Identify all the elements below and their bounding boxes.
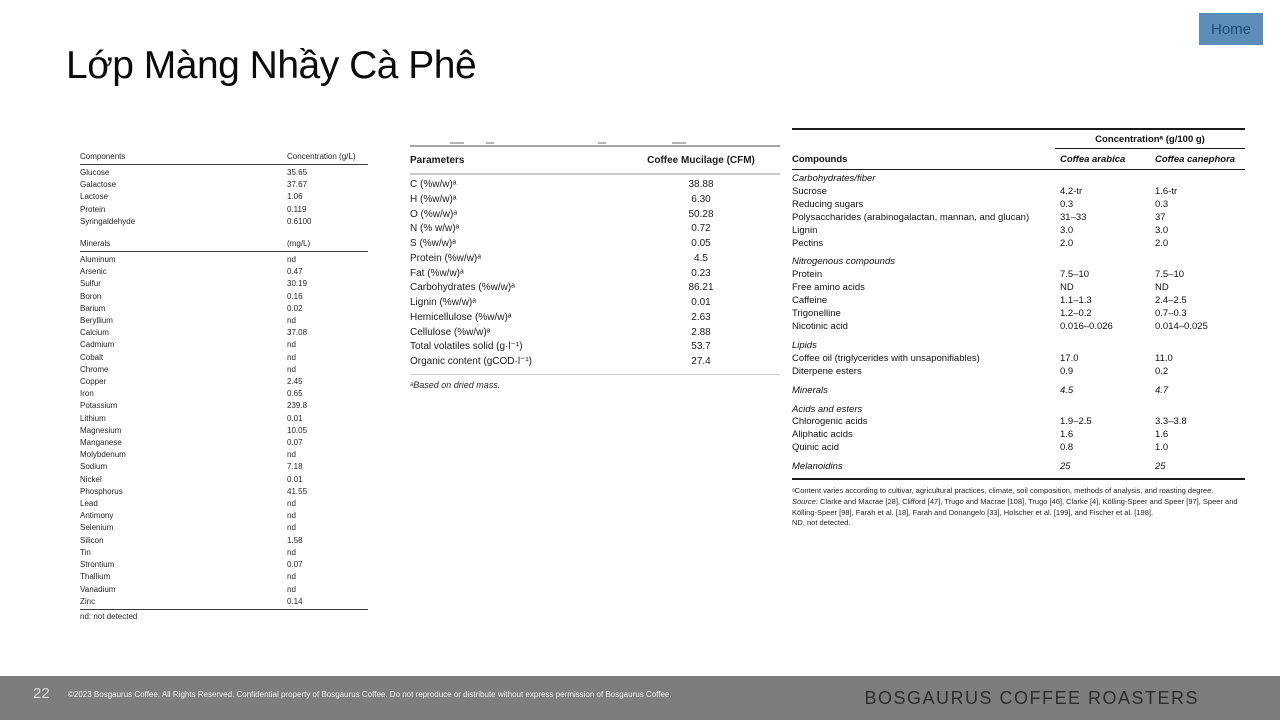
parameter-value: 0.01 bbox=[691, 297, 711, 308]
table-row bbox=[792, 340, 1245, 353]
column-header-compounds: Compounds bbox=[792, 154, 848, 165]
table-row bbox=[80, 584, 368, 596]
mineral-name: Antimony bbox=[80, 511, 114, 521]
table-row bbox=[80, 315, 368, 327]
mineral-name: Chrome bbox=[80, 364, 109, 374]
copyright-text: ©2023 Bosgaurus Coffee. All Rights Reserved. Confidential property of Bosgaurus Coffee. Do not reproduce or distribute without express permission of Bosgaurus Coffee. bbox=[68, 690, 672, 699]
table-row bbox=[80, 303, 368, 315]
components-rows bbox=[80, 167, 368, 228]
compound-name: Acids and esters bbox=[792, 403, 863, 415]
page-number: 22 bbox=[33, 685, 50, 702]
table-row bbox=[80, 425, 368, 437]
parameter-value: 2.88 bbox=[691, 326, 711, 338]
mineral-name: Zinc bbox=[80, 596, 96, 606]
table-row bbox=[792, 366, 1245, 379]
table-row bbox=[410, 178, 780, 193]
green-bean-composition-table bbox=[792, 128, 1245, 529]
compound-name: Minerals bbox=[792, 384, 828, 396]
canephora-value: 25 bbox=[1155, 461, 1166, 473]
table-row bbox=[792, 321, 1245, 334]
table-row bbox=[792, 385, 1245, 398]
mineral-value: 37.08 bbox=[287, 328, 308, 338]
mineral-value: 0.16 bbox=[287, 291, 303, 301]
table-row bbox=[80, 400, 368, 412]
canephora-value bbox=[1155, 173, 1245, 186]
table-row bbox=[80, 204, 368, 216]
component-value: 1.06 bbox=[287, 192, 303, 202]
table-row bbox=[80, 461, 368, 473]
footnote-nd: ND, not detected. bbox=[792, 518, 851, 528]
compound-name: Chlorogenic acids bbox=[792, 416, 868, 428]
column-header-cfm: Coffee Mucilage (CFM) bbox=[647, 155, 755, 166]
table-row bbox=[792, 461, 1245, 474]
parameter-name: Total volatiles solid (g·l⁻¹) bbox=[410, 341, 523, 353]
table-row bbox=[80, 376, 368, 388]
component-value: 0.119 bbox=[287, 204, 307, 214]
compound-name: Quinic acid bbox=[792, 442, 839, 454]
footer-bar bbox=[0, 676, 1280, 720]
mineral-name: Potassium bbox=[80, 401, 118, 411]
component-name: Lactose bbox=[80, 192, 109, 202]
table-row bbox=[80, 522, 368, 534]
table-row bbox=[792, 186, 1245, 199]
table-row bbox=[792, 442, 1245, 455]
table-row bbox=[410, 311, 780, 326]
table-row bbox=[410, 252, 780, 267]
table-row bbox=[410, 355, 780, 370]
source-label: Source: bbox=[792, 496, 818, 506]
parameter-name: C (%w/w)ᵃ bbox=[410, 179, 457, 190]
table-row bbox=[80, 474, 368, 486]
arabica-value: 0.8 bbox=[1060, 442, 1074, 454]
canephora-value: ND bbox=[1155, 282, 1169, 294]
parameter-name: Cellulose (%w/w)ᵃ bbox=[410, 326, 491, 338]
minerals-rows bbox=[80, 254, 368, 610]
canephora-value: 37 bbox=[1155, 211, 1166, 223]
mineral-name: Lead bbox=[80, 499, 98, 509]
column-header-concentration: Concentration (g/L) bbox=[287, 152, 356, 161]
mineral-name: Silicon bbox=[80, 535, 104, 545]
mineral-name: Selenium bbox=[80, 523, 114, 533]
column-header-parameters: Parameters bbox=[410, 155, 465, 166]
mineral-value: nd bbox=[287, 450, 296, 460]
mineral-value: nd bbox=[287, 364, 296, 374]
mineral-name: Calcium bbox=[80, 328, 109, 338]
parameter-name: Fat (%w/w)ᵃ bbox=[410, 267, 464, 279]
component-name: Glucose bbox=[80, 168, 110, 177]
arabica-value: 4.2-tr bbox=[1060, 185, 1083, 197]
arabica-value: 0.9 bbox=[1060, 365, 1074, 377]
table-row bbox=[80, 327, 368, 339]
table-row bbox=[792, 238, 1245, 251]
mineral-name: Cadmium bbox=[80, 340, 115, 350]
parameter-value: 86.21 bbox=[688, 282, 714, 294]
compound-name: Protein bbox=[792, 269, 823, 281]
mineral-value: nd bbox=[287, 352, 296, 362]
brand-name: BOSGAURUS COFFEE ROASTERS bbox=[864, 688, 1199, 708]
compound-name: Sucrose bbox=[792, 185, 827, 197]
mineral-value: 0.47 bbox=[287, 267, 303, 277]
table-row bbox=[792, 225, 1245, 238]
parameter-name: H (%w/w)ᵃ bbox=[410, 193, 457, 205]
table-row bbox=[80, 339, 368, 351]
component-name: Syringaldehyde bbox=[80, 216, 136, 226]
mineral-value: 0.14 bbox=[287, 596, 303, 606]
mineral-value: 2.45 bbox=[287, 377, 303, 387]
parameter-value: 4.5 bbox=[694, 252, 708, 264]
mineral-name: Boron bbox=[80, 291, 102, 301]
mineral-name: Lithium bbox=[80, 413, 106, 423]
page-title: Lớp Màng Nhầy Cà Phê bbox=[66, 44, 477, 87]
mineral-value: 239.8 bbox=[287, 401, 308, 411]
mucilage-composition-table bbox=[80, 152, 368, 623]
table-row bbox=[80, 437, 368, 449]
mineral-value: nd bbox=[287, 523, 296, 533]
canephora-value: 1.0 bbox=[1155, 442, 1169, 454]
mineral-name: Phosphorus bbox=[80, 486, 123, 496]
table-footnotes bbox=[792, 480, 1245, 529]
mineral-value: 0.02 bbox=[287, 303, 303, 313]
table-row bbox=[80, 596, 368, 608]
compound-name: Carbohydrates/fiber bbox=[792, 173, 876, 184]
column-header-minerals: Minerals bbox=[80, 239, 111, 249]
canephora-value bbox=[1155, 340, 1245, 353]
mineral-value: nd bbox=[287, 547, 296, 557]
arabica-value bbox=[1060, 173, 1155, 186]
parameter-value: 27.4 bbox=[691, 356, 711, 367]
mineral-value: nd bbox=[287, 572, 296, 582]
table-row bbox=[80, 510, 368, 522]
parameter-name: Hemicellulose (%w/w)ᵃ bbox=[410, 311, 512, 323]
table-row bbox=[792, 173, 1245, 186]
compound-name: Diterpene esters bbox=[792, 365, 862, 377]
table-footnote: nd: not detected bbox=[80, 611, 138, 621]
parameter-name: Protein (%w/w)ᵃ bbox=[410, 252, 481, 264]
table-frame bbox=[792, 128, 1245, 480]
table-row bbox=[410, 193, 780, 208]
table-row bbox=[792, 282, 1245, 295]
mineral-name: Molybdenum bbox=[80, 450, 126, 460]
cropped-text-fragments bbox=[410, 128, 780, 145]
mineral-value: 0.65 bbox=[287, 389, 303, 399]
canephora-value bbox=[1155, 404, 1245, 417]
table-section-gap bbox=[80, 228, 368, 239]
mineral-name: Thallium bbox=[80, 572, 111, 582]
canephora-value: 3.3–3.8 bbox=[1155, 416, 1187, 428]
parameter-name: Carbohydrates (%w/w)ᵃ bbox=[410, 282, 515, 294]
table-row bbox=[80, 571, 368, 583]
column-header-arabica: Coffea arabica bbox=[1060, 154, 1126, 165]
mineral-value: 10.05 bbox=[287, 425, 308, 435]
mineral-name: Beryllium bbox=[80, 316, 113, 326]
canephora-value: 7.5–10 bbox=[1155, 269, 1185, 281]
canephora-value: 0.2 bbox=[1155, 365, 1169, 377]
mineral-name: Sodium bbox=[80, 462, 108, 472]
arabica-value bbox=[1060, 404, 1155, 417]
arabica-value: 17.0 bbox=[1060, 352, 1079, 364]
mineral-value: 41.55 bbox=[287, 486, 308, 496]
arabica-value: 1.6 bbox=[1060, 429, 1074, 441]
table-row bbox=[792, 256, 1245, 269]
canephora-value: 11.0 bbox=[1155, 352, 1173, 364]
canephora-value: 1.6 bbox=[1155, 429, 1169, 441]
compound-name: Reducing sugars bbox=[792, 198, 864, 210]
parameter-name: S (%w/w)ᵃ bbox=[410, 238, 456, 249]
parameter-name: O (%w/w)ᵃ bbox=[410, 208, 458, 220]
table-row bbox=[792, 212, 1245, 225]
component-value: 37.67 bbox=[287, 180, 308, 190]
mineral-name: Copper bbox=[80, 377, 107, 387]
table-row bbox=[792, 429, 1245, 442]
compound-name: Nitrogenous compounds bbox=[792, 256, 895, 268]
table-row bbox=[410, 237, 780, 252]
column-header-unit: (mg/L) bbox=[287, 239, 311, 249]
canephora-value: 4.7 bbox=[1155, 384, 1169, 396]
mineral-value: nd bbox=[287, 499, 296, 509]
footnote-a: ᵃContent varies according to cultivar, agricultural practices, climate, soil composition, methods of analysis, and roasting degree. bbox=[792, 486, 1214, 496]
compound-rows bbox=[792, 170, 1245, 478]
parameter-rows bbox=[410, 175, 780, 375]
arabica-value: 0.3 bbox=[1060, 198, 1074, 210]
mineral-value: nd bbox=[287, 316, 296, 326]
component-name: Galactose bbox=[80, 180, 117, 190]
compound-name: Aliphatic acids bbox=[792, 429, 853, 441]
arabica-value: 31–33 bbox=[1060, 211, 1087, 223]
mineral-name: Cobalt bbox=[80, 352, 104, 362]
table-row bbox=[792, 416, 1245, 429]
mineral-value: nd bbox=[287, 511, 296, 521]
mineral-name: Manganese bbox=[80, 438, 122, 448]
table-row bbox=[792, 353, 1245, 366]
footnote-source bbox=[792, 497, 1245, 519]
table-row bbox=[792, 269, 1245, 282]
source-text: Clarke and Macrae [28], Clifford [47], Trugo and Macrae [108], Trugo [46], Clarke [4], Kölling-Speer and Speer [97], Speer and Kölling-Speer [98], Farah et al. [18], Farah and Donangelo [33], Holscher et al. [199], and Fischer et al. [198]. bbox=[792, 496, 1238, 517]
table-row bbox=[410, 208, 780, 223]
compound-name: Free amino acids bbox=[792, 282, 865, 294]
mineral-value: 1.58 bbox=[287, 535, 303, 545]
mineral-name: Arsenic bbox=[80, 267, 107, 277]
component-value: 35.65 bbox=[287, 168, 308, 177]
arabica-value: 25 bbox=[1060, 461, 1071, 473]
component-name: Protein bbox=[80, 204, 106, 214]
table-row bbox=[792, 308, 1245, 321]
arabica-value: 7.5–10 bbox=[1060, 269, 1090, 281]
arabica-value: 0.016–0.026 bbox=[1060, 320, 1113, 332]
table-row bbox=[80, 498, 368, 510]
mineral-name: Iron bbox=[80, 389, 94, 399]
parameter-value: 38.88 bbox=[688, 179, 714, 190]
table-row bbox=[792, 404, 1245, 417]
compound-name: Lignin bbox=[792, 224, 818, 236]
table-row bbox=[410, 222, 780, 237]
table-row bbox=[410, 326, 780, 341]
column-header-components: Components bbox=[80, 152, 126, 161]
table-row bbox=[80, 535, 368, 547]
arabica-value: 3.0 bbox=[1060, 224, 1074, 236]
table-row bbox=[80, 449, 368, 461]
arabica-value: 2.0 bbox=[1060, 237, 1074, 249]
parameter-value: 0.72 bbox=[691, 223, 711, 235]
table-header-row bbox=[410, 147, 780, 175]
parameter-value: 53.7 bbox=[691, 341, 711, 353]
home-button[interactable]: Home bbox=[1199, 13, 1263, 45]
table-row bbox=[80, 266, 368, 278]
table-row bbox=[80, 179, 368, 191]
mineral-value: 0.01 bbox=[287, 474, 303, 484]
mineral-name: Vanadium bbox=[80, 584, 116, 594]
table-row bbox=[80, 364, 368, 376]
mineral-value: nd bbox=[287, 255, 296, 265]
arabica-value bbox=[1060, 256, 1155, 269]
parameter-value: 6.30 bbox=[691, 193, 711, 205]
compound-name: Nicotinic acid bbox=[792, 320, 848, 332]
compound-name: Lipids bbox=[792, 339, 817, 351]
canephora-value: 1.6-tr bbox=[1155, 185, 1178, 197]
parameter-value: 0.23 bbox=[691, 267, 711, 279]
compound-name: Melanoidins bbox=[792, 461, 843, 473]
mineral-value: nd bbox=[287, 584, 296, 594]
table-row bbox=[410, 281, 780, 296]
canephora-value: 0.014–0.025 bbox=[1155, 320, 1208, 332]
table-row bbox=[80, 486, 368, 498]
canephora-value: 3.0 bbox=[1155, 224, 1169, 236]
table-row bbox=[80, 254, 368, 266]
table-header-row bbox=[792, 149, 1245, 170]
table-row bbox=[80, 167, 368, 179]
table-row bbox=[80, 352, 368, 364]
mineral-value: 0.07 bbox=[287, 438, 303, 448]
canephora-value: 2.4–2.5 bbox=[1155, 295, 1187, 307]
table-row bbox=[410, 296, 780, 311]
table-row bbox=[80, 388, 368, 400]
mineral-name: Nickel bbox=[80, 474, 102, 484]
table-row bbox=[80, 291, 368, 303]
arabica-value: ND bbox=[1060, 282, 1074, 294]
column-header-canephora: Coffea canephora bbox=[1155, 154, 1236, 165]
table-footnote: ᵃBased on dried mass. bbox=[410, 379, 501, 390]
mineral-name: Magnesium bbox=[80, 425, 122, 435]
mineral-value: 0.07 bbox=[287, 560, 303, 570]
arabica-value: 1.9–2.5 bbox=[1060, 416, 1092, 428]
arabica-value: 1.1–1.3 bbox=[1060, 295, 1092, 307]
concentration-span-header: Concentrationᵃ (g/100 g) bbox=[1055, 130, 1245, 149]
parameter-value: 2.63 bbox=[691, 311, 711, 323]
table-row bbox=[80, 191, 368, 203]
table-row bbox=[80, 547, 368, 559]
minerals-header-row bbox=[80, 239, 368, 252]
cfm-parameters-table bbox=[410, 128, 780, 390]
table-row bbox=[792, 199, 1245, 212]
table-row bbox=[792, 295, 1245, 308]
canephora-value: 0.3 bbox=[1155, 198, 1169, 210]
arabica-value: 4.5 bbox=[1060, 384, 1074, 396]
compound-name: Polysaccharides (arabinogalactan, mannan, and glucan) bbox=[792, 211, 1030, 223]
mineral-name: Sulfur bbox=[80, 279, 101, 289]
mineral-value: 7.18 bbox=[287, 462, 303, 472]
table-row bbox=[410, 340, 780, 355]
canephora-value: 0.7–0.3 bbox=[1155, 308, 1187, 320]
mineral-name: Tin bbox=[80, 547, 91, 557]
table-row bbox=[80, 413, 368, 425]
table-frame bbox=[410, 145, 780, 390]
arabica-value bbox=[1060, 340, 1155, 353]
parameter-name: Lignin (%w/w)ᵃ bbox=[410, 297, 476, 308]
compound-name: Coffee oil (triglycerides with unsaponifiables) bbox=[792, 352, 980, 364]
mineral-name: Aluminum bbox=[80, 255, 116, 265]
compound-name: Caffeine bbox=[792, 295, 828, 307]
mineral-name: Barium bbox=[80, 303, 106, 313]
mineral-value: nd bbox=[287, 340, 296, 350]
parameter-name: Organic content (gCOD·l⁻¹) bbox=[410, 356, 532, 367]
mineral-name: Strontium bbox=[80, 560, 115, 570]
table-row bbox=[80, 559, 368, 571]
compound-name: Trigonelline bbox=[792, 308, 841, 320]
table-row bbox=[80, 216, 368, 228]
parameter-name: N (% w/w)ᵃ bbox=[410, 223, 460, 235]
table-row bbox=[410, 267, 780, 282]
component-value: 0.6100 bbox=[287, 216, 312, 226]
compound-name: Pectins bbox=[792, 237, 824, 249]
canephora-value bbox=[1155, 256, 1245, 269]
canephora-value: 2.0 bbox=[1155, 237, 1169, 249]
parameter-value: 50.28 bbox=[688, 208, 714, 220]
table-header-row bbox=[80, 152, 368, 165]
mineral-value: 0.01 bbox=[287, 413, 303, 423]
arabica-value: 1.2–0.2 bbox=[1060, 308, 1092, 320]
table-row bbox=[80, 278, 368, 290]
parameter-value: 0.05 bbox=[691, 238, 711, 249]
mineral-value: 30.19 bbox=[287, 279, 308, 289]
